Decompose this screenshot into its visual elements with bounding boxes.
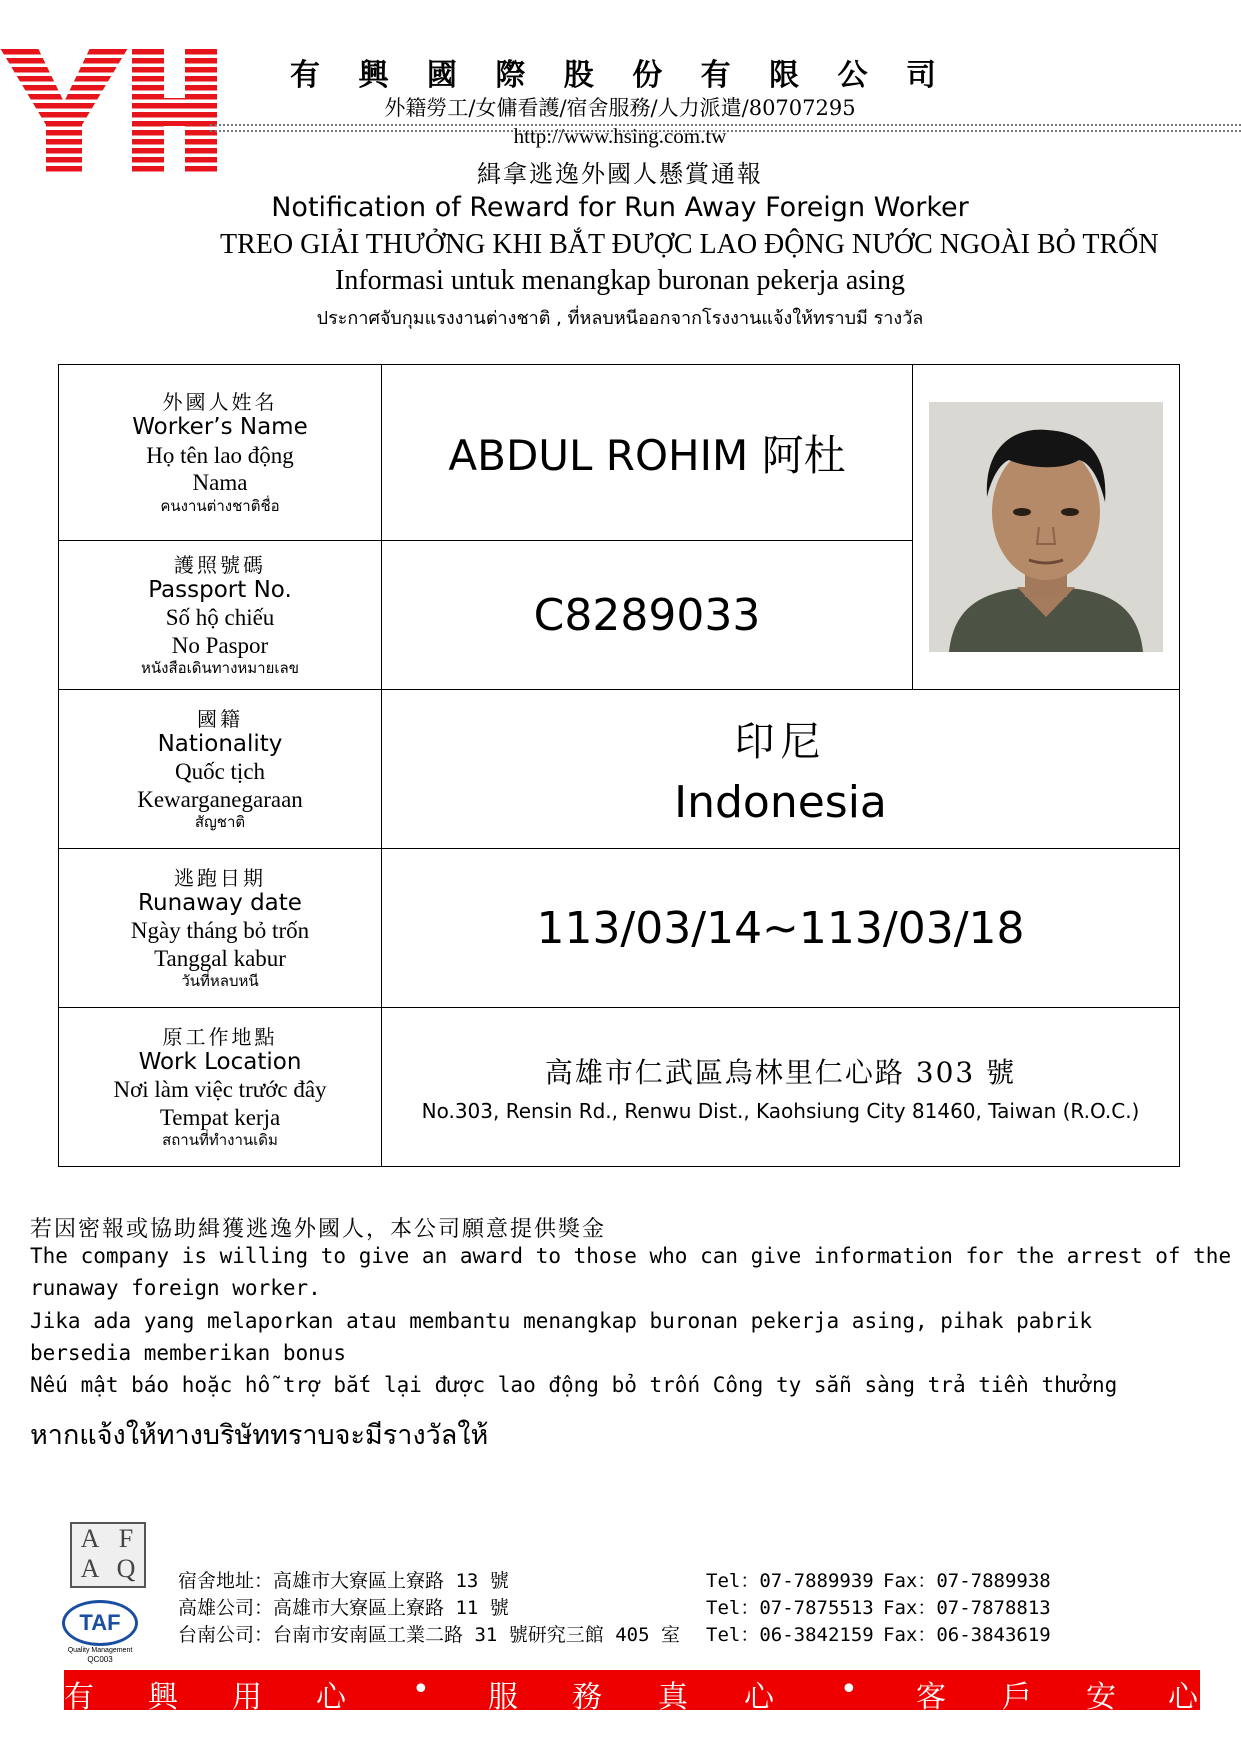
slogan-char: 心 [316, 1680, 346, 1715]
office-kaohsiung: 高雄公司：高雄市大寮區上寮路 11 號 [178, 1597, 509, 1619]
work-location-value [382, 1008, 1180, 1167]
office-dorm: 宿舍地址：高雄市大寮區上寮路 13 號 [178, 1570, 509, 1592]
label-zh: 國籍 [197, 706, 243, 731]
label-vi: Quốc tịch [174, 759, 266, 785]
worker-photo [929, 402, 1163, 652]
yh-logo [0, 40, 220, 180]
label-vi: Họ tên lao động [146, 442, 294, 468]
afaq-letter: Q [116, 1554, 136, 1583]
title-vi: TREO GIẢI THƯỞNG KHI BẮT ĐƯỢC LAO ĐỘNG NƯỚC NGOÀI BỎ TRỐN [220, 229, 1159, 260]
slogan-char: 心 [744, 1680, 774, 1715]
slogan-char: • [840, 1672, 858, 1707]
taf-caption: Quality Management [67, 1647, 133, 1654]
label-vi: Nơi làm việc trước đây [113, 1077, 327, 1103]
label-nationality [59, 690, 382, 849]
label-runaway-date [59, 849, 382, 1008]
note-id-line2: bersedia memberikan bonus [30, 1341, 347, 1365]
company-website: http://www.hsing.com.tw [513, 124, 727, 148]
label-id: No Paspor [171, 632, 269, 658]
label-en: Runaway date [138, 889, 302, 916]
label-th: คนงานต่างชาติชื่อ [160, 496, 280, 515]
label-passport [59, 541, 382, 690]
label-th: วันที่หลบหนี [181, 972, 259, 991]
office-kaohsiung-fax: Fax：07-7878813 [883, 1597, 1051, 1619]
slogan-char: • [412, 1672, 430, 1707]
note-zh: 若因密報或協助緝獲逃逸外國人，本公司願意提供獎金 [30, 1217, 607, 1242]
slogan-char: 安 [1086, 1680, 1116, 1715]
slogan-char: 真 [658, 1680, 688, 1715]
label-th: หนังสือเดินทางหมายเลข [141, 659, 299, 678]
afaq-letter: F [118, 1524, 134, 1553]
note-en-line1: The company is willing to give an award to those who can give information for the arrest of the [30, 1244, 1232, 1268]
company-services: 外籍勞工/女傭看護/宿舍服務/人力派遣/80707295 [384, 96, 856, 120]
label-en: Nationality [157, 730, 283, 757]
nationality-value [382, 690, 1180, 849]
taf-code: QC003 [87, 1655, 113, 1664]
label-vi: Ngày tháng bỏ trốn [130, 918, 310, 944]
label-name [59, 365, 382, 541]
worker-name-value: ABDUL ROHIM 阿杜 [382, 365, 913, 541]
slogan-char: 服 [488, 1680, 518, 1715]
label-id: Nama [192, 470, 248, 496]
company-name: 有 興 國 際 股 份 有 限 公 司 [290, 58, 950, 93]
afaq-logo [70, 1522, 146, 1588]
slogan-char: 用 [232, 1680, 262, 1715]
work-location-en: No.303, Rensin Rd., Renwu Dist., Kaohsiung City 81460, Taiwan (R.O.C.) [421, 1099, 1140, 1123]
label-vi: Số hộ chiếu [165, 605, 275, 631]
taf-mark: TAF [62, 1600, 138, 1646]
label-en: Passport No. [148, 576, 292, 603]
note-th: หากแจ้งให้ทางบริษัททราบจะมีรางวัลให้ [30, 1420, 489, 1451]
worker-info-table [58, 364, 1180, 1167]
afaq-letter: A [80, 1554, 100, 1583]
photo-cell [913, 365, 1180, 690]
office-dorm-fax: Fax：07-7889938 [883, 1570, 1051, 1592]
title-th: ประกาศจับกุมแรงงานต่างชาติ , ที่หลบหนีออกจากโรงงานแจ้งให้ทราบมี รางวัล [316, 308, 924, 329]
passport-value: C8289033 [382, 541, 913, 690]
nationality-en: Indonesia [674, 777, 887, 828]
afaq-letter: A [80, 1524, 100, 1553]
label-id: Kewarganegaraan [137, 786, 303, 812]
title-en: Notification of Reward for Run Away Foreign Worker [271, 192, 969, 223]
office-tainan-fax: Fax：06-3843619 [883, 1624, 1051, 1646]
label-zh: 逃跑日期 [174, 865, 266, 890]
label-id: Tanggal kabur [154, 945, 286, 971]
slogan-char: 興 [148, 1680, 178, 1715]
slogan-bar [64, 1670, 1200, 1715]
runaway-date-value: 113/03/14~113/03/18 [382, 849, 1180, 1008]
label-work-location [59, 1008, 382, 1167]
office-tainan: 台南公司：台南市安南區工業二路 31 號研究三館 405 室 [178, 1624, 680, 1646]
label-th: สถานที่ทำงานเดิม [162, 1131, 278, 1150]
label-zh: 原工作地點 [162, 1024, 278, 1049]
slogan-char: 戶 [1002, 1680, 1032, 1715]
slogan-char: 務 [572, 1680, 602, 1715]
label-zh: 護照號碼 [174, 552, 266, 577]
work-location-zh: 高雄市仁武區烏林里仁心路 303 號 [544, 1056, 1017, 1089]
slogan-char: 心 [1168, 1680, 1198, 1715]
office-tainan-tel: Tel：06-3842159 [706, 1624, 874, 1646]
label-id: Tempat kerja [159, 1104, 281, 1130]
slogan-char: 有 [64, 1680, 94, 1715]
note-id-line1: Jika ada yang melaporkan atau membantu menangkap buronan pekerja asing, pihak pabrik [30, 1309, 1093, 1333]
label-en: Worker’s Name [132, 414, 308, 441]
office-dorm-tel: Tel：07-7889939 [706, 1570, 874, 1592]
nationality-zh: 印尼 [734, 719, 827, 765]
title-zh: 緝拿逃逸外國人懸賞通報 [477, 160, 763, 188]
note-en-line2: runaway foreign worker. [30, 1276, 321, 1300]
slogan-char: 客 [916, 1680, 946, 1715]
label-th: สัญชาติ [194, 813, 246, 832]
label-en: Work Location [138, 1048, 302, 1075]
note-vi: Nếu mật báo hoặc hỗ trợ bắt lại được lao động bỏ trốn Công ty sẵn sàng trả tiền thưởng [30, 1373, 1118, 1397]
title-id: Informasi untuk menangkap buronan pekerja asing [335, 265, 905, 296]
office-kaohsiung-tel: Tel：07-7875513 [706, 1597, 874, 1619]
taf-logo [60, 1600, 140, 1664]
label-zh: 外國人姓名 [162, 390, 278, 415]
